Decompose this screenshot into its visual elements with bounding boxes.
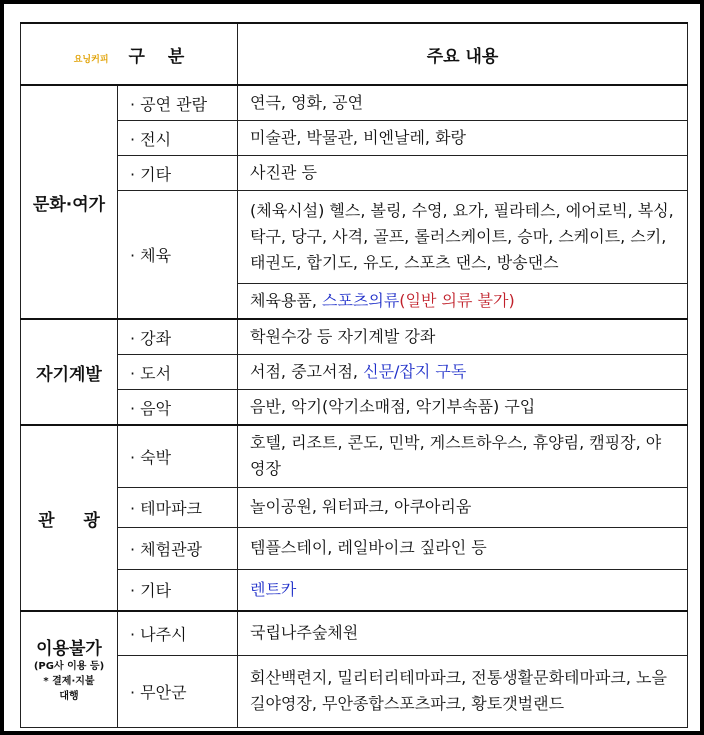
books-prefix: 서점, 중고서점, [250,362,364,381]
table-row [21,655,688,727]
unavailable-title: 이용불가 [36,639,102,660]
subcategory-themepark: · 테마파크 [118,487,238,527]
content-experience: 템플스테이, 레일바이크 짚라인 등 [238,527,688,569]
content-lodging: 호텔, 리조트, 콘도, 민박, 게스트하우스, 휴양림, 캠핑장, 야영장 [238,425,688,487]
content-performance: 연극, 영화, 공연 [238,85,688,121]
watermark-text: 요닝커피 [73,54,109,65]
category-unavailable [21,611,118,727]
content-exhibition: 미술관, 박물관, 비엔날레, 화랑 [238,121,688,156]
category-tourism: 관 광 [21,425,118,611]
content-books [238,355,688,390]
content-tourism-etc [238,569,688,611]
unavailable-note2: * 결제·지불 [43,676,95,688]
subcategory-sports: · 체육 [118,191,238,320]
category-culture: 문화·여가 [21,85,118,319]
sports-goods-highlight: 스포츠의류 [322,291,400,310]
table-row [21,191,688,284]
rentcar-highlight: 렌트카 [250,579,297,599]
sports-goods-prefix: 체육용품, [250,291,323,310]
table-row [21,319,688,355]
subcategory-experience: · 체험관광 [118,527,238,569]
header-row [21,23,688,85]
content-themepark: 놀이공원, 워터파크, 아쿠아리움 [238,487,688,527]
content-naju: 국립나주숲체원 [238,611,688,655]
document-page [4,4,700,731]
subcategory-lodging: · 숙박 [118,425,238,487]
subcategory-culture-etc: · 기타 [118,156,238,191]
subcategory-lecture: · 강좌 [118,319,238,355]
subcategory-exhibition: · 전시 [118,121,238,156]
content-music: 음반, 악기(악기소매점, 악기부속품) 구입 [238,390,688,426]
subcategory-tourism-etc: · 기타 [118,569,238,611]
table-row [21,355,688,390]
content-sports-facilities: (체육시설) 헬스, 볼링, 수영, 요가, 필라테스, 에어로빅, 복싱, 탁구, 당구, 사격, 골프, 롤러스케이트, 승마, 스케이트, 스키, 태권도, 합기도, 유도, 스포츠 댄스, 방송댄스 [238,191,688,284]
header-col1-label: 구 분 [128,46,185,67]
header-content: 주요 내용 [238,23,688,85]
table-row [21,527,688,569]
unavailable-note1: (PG사 이용 등) [33,661,105,673]
category-table [20,22,688,728]
content-sports-goods [238,284,688,320]
table-row [21,487,688,527]
content-muan: 회산백련지, 밀리터리테마파크, 전통생활문화테마파크, 노을길야영장, 무안종합스포츠파크, 황토갯벌랜드 [238,655,688,727]
table-row [21,156,688,191]
table-row [21,611,688,655]
unavailable-note3: 대행 [59,691,79,703]
subcategory-books: · 도서 [118,355,238,390]
subcategory-performance: · 공연 관람 [118,85,238,121]
table-row [21,121,688,156]
table-row [21,390,688,426]
content-lecture: 학원수강 등 자기계발 강좌 [238,319,688,355]
content-culture-etc: 사진관 등 [238,156,688,191]
category-selfdev: 자기계발 [21,319,118,425]
subcategory-muan: · 무안군 [118,655,238,727]
subcategory-naju: · 나주시 [118,611,238,655]
table-row [21,85,688,121]
table-row [21,425,688,487]
table-row [21,569,688,611]
sports-goods-warning: (일반 의류 불가) [399,291,515,310]
subcategory-music: · 음악 [118,390,238,426]
books-highlight: 신문/잡지 구독 [363,362,467,381]
header-category [21,23,238,85]
